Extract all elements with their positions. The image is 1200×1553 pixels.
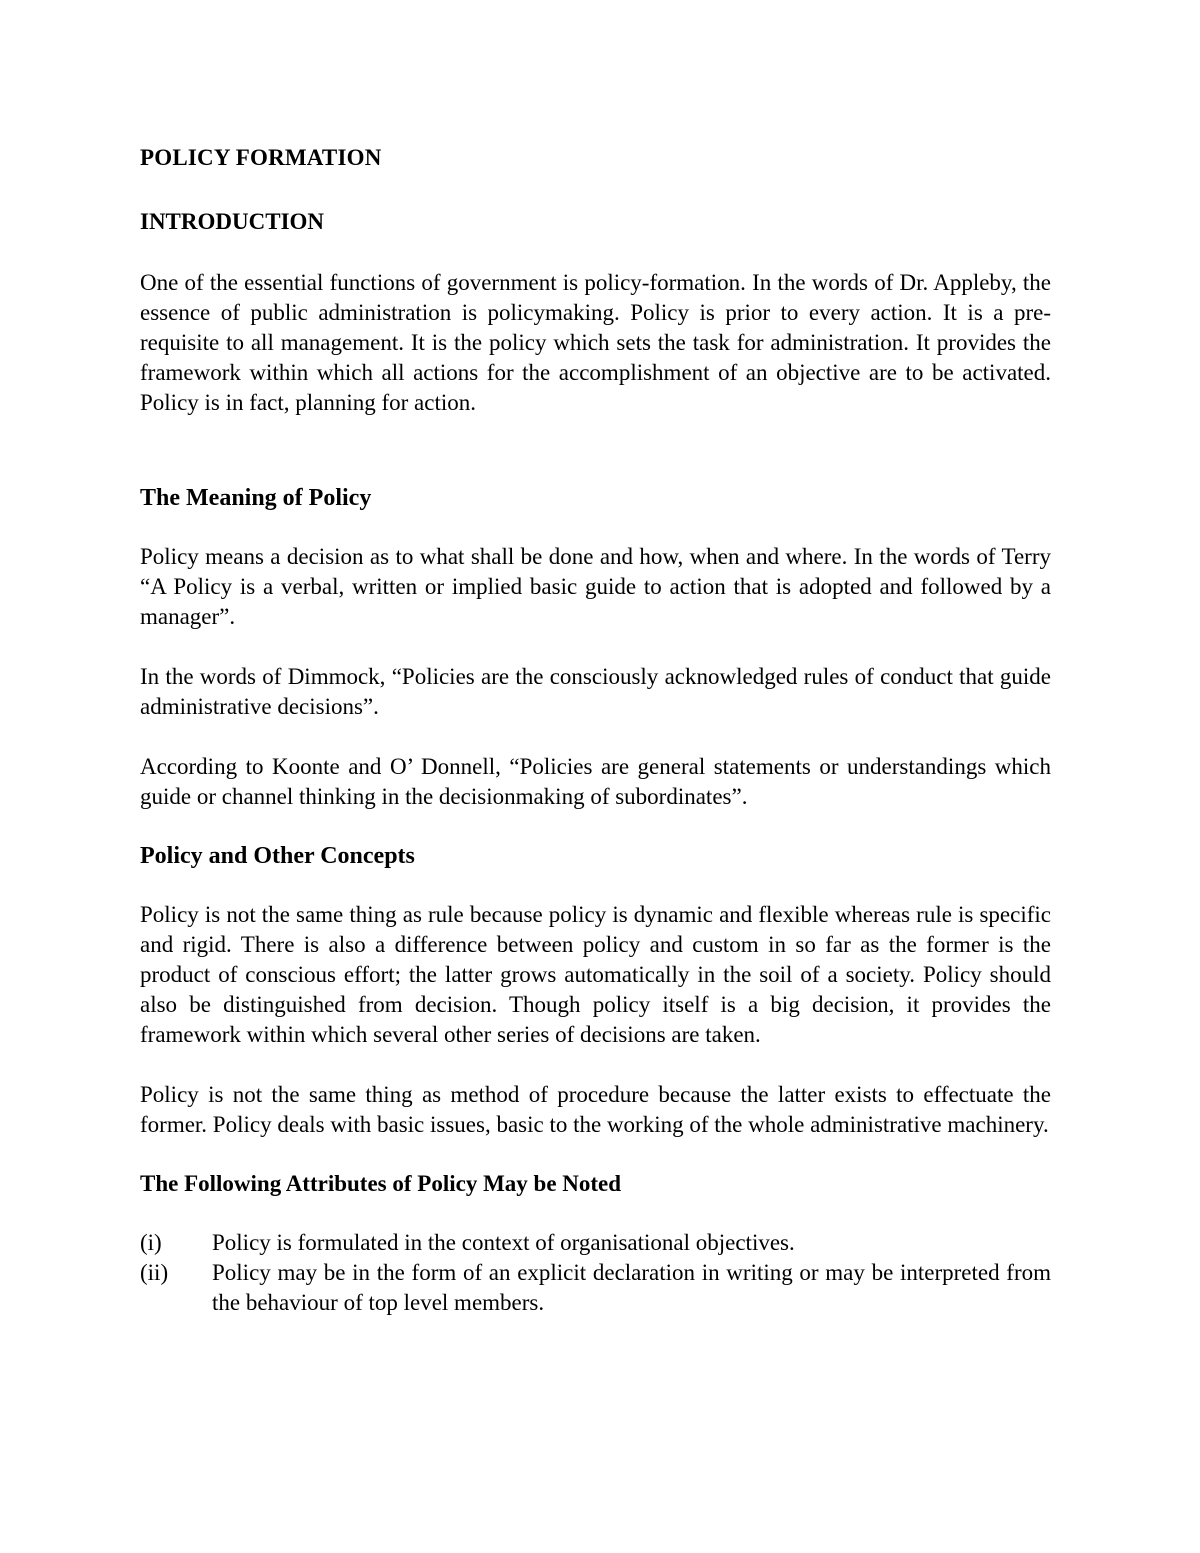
introduction-heading: INTRODUCTION: [140, 209, 325, 234]
list-item: [140, 1228, 1051, 1258]
concepts-paragraph-procedure: Policy is not the same thing as method of procedure because the latter exists to effectuate the former. Policy deals with basic issues, basic to the working of the whole administrative machinery.: [140, 1082, 1051, 1137]
meaning-of-policy-heading: The Meaning of Policy: [140, 485, 372, 511]
list-item-text: Policy is formulated in the context of organisational objectives.: [212, 1230, 795, 1255]
list-item-number: (ii): [140, 1260, 169, 1285]
policy-and-other-concepts-heading: Policy and Other Concepts: [140, 843, 415, 869]
document-title: POLICY FORMATION: [140, 145, 382, 170]
document-page: [140, 140, 1051, 1318]
list-item-text: Policy may be in the form of an explicit declaration in writing or may be interpreted from the behaviour of top level members.: [212, 1260, 1051, 1315]
introduction-paragraph: One of the essential functions of government is policy-formation. In the words of Dr. Appleby, the essence of public administration is policymaking. Policy is prior to every action. It is a pre-requisite to all management. It is the policy which sets the task for administration. It provides the framework within which all actions for the accomplishment of an objective are to be activated. Policy is in fact, planning for action.: [140, 270, 1051, 415]
attributes-list: [140, 1228, 1051, 1318]
list-item: [140, 1258, 1051, 1318]
meaning-paragraph-terry: Policy means a decision as to what shall be done and how, when and where. In the words of Terry “A Policy is a verbal, written or implied basic guide to action that is adopted and followed by a manager”.: [140, 544, 1051, 629]
meaning-paragraph-dimmock: In the words of Dimmock, “Policies are the consciously acknowledged rules of conduct that guide administrative decisions”.: [140, 664, 1051, 719]
list-item-number: (i): [140, 1230, 162, 1255]
meaning-paragraph-koonte: According to Koonte and O’ Donnell, “Policies are general statements or understandings which guide or channel thinking in the decisionmaking of subordinates”.: [140, 754, 1051, 809]
concepts-paragraph-rule: Policy is not the same thing as rule because policy is dynamic and flexible whereas rule is specific and rigid. There is also a difference between policy and custom in so far as the former is the product of conscious effort; the latter grows automatically in the soil of a society. Policy should also be distinguished from decision. Though policy itself is a big decision, it provides the framework within which several other series of decisions are taken.: [140, 902, 1051, 1047]
attributes-heading: The Following Attributes of Policy May be Noted: [140, 1171, 622, 1196]
